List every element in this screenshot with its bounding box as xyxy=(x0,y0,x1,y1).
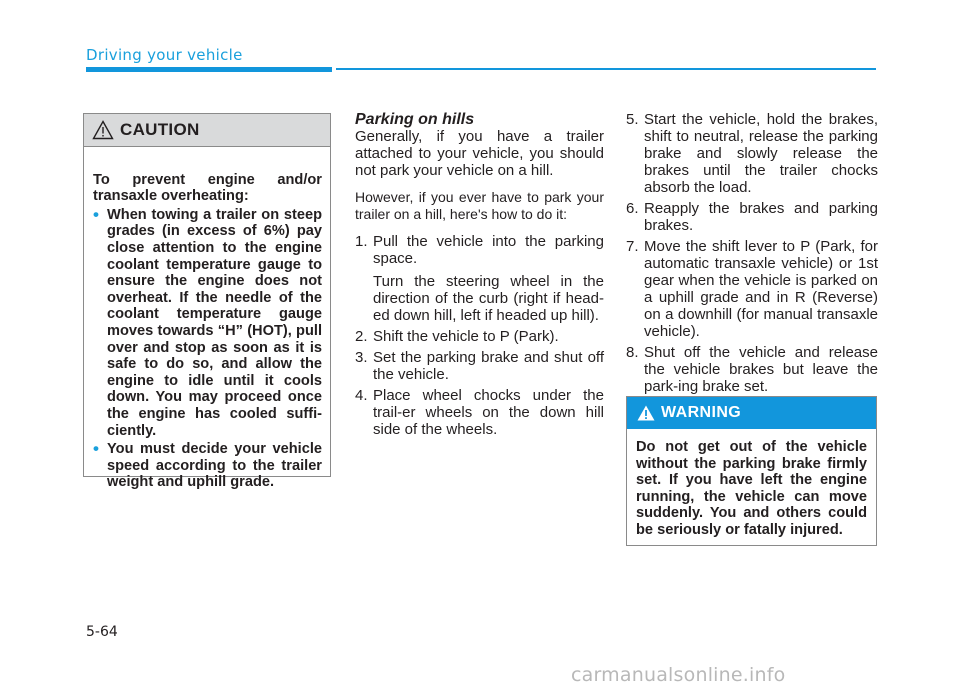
caution-body xyxy=(84,147,330,491)
step-text: Move the shift lever to P (Park, for automatic transaxle vehicle) or 1st gear when the vehicle is parked on a uphill grade and in R (Reverse) on a downhill (for manual transaxle vehicle). xyxy=(644,238,878,340)
caution-bullet xyxy=(93,441,322,491)
parking-step xyxy=(355,349,604,383)
caution-bullet-text: When towing a trailer on steep grades (in excess of 6%) pay close attention to the engine coolant temperature gauge to ensure the engine does not overheat. If the needle of the coolant temperature gauge moves towards “H” (HOT), pull over and stop as soon as it is safe to do so, and allow the engine to idle until it cools down. You may proceed once the engine has cooled suffi-ciently. xyxy=(107,206,322,439)
step-text: Pull the vehicle into the parking space. xyxy=(373,233,604,267)
warning-header xyxy=(627,397,876,429)
step-number: 7. xyxy=(626,238,639,255)
caution-header xyxy=(84,114,330,147)
warning-text: Do not get out of the vehicle without the parking brake firmly set. If you have left the engine running, the vehicle can move suddenly. You and others could be seriously or fatally injured. xyxy=(636,439,867,538)
step-number: 3. xyxy=(355,349,368,366)
caution-intro: To prevent engine and/or transaxle overheating: xyxy=(93,171,322,205)
step-text: Reapply the brakes and parking brakes. xyxy=(644,200,878,234)
step-number: 6. xyxy=(626,200,639,217)
watermark: carmanualsonline.info xyxy=(571,664,786,686)
parking-column-left xyxy=(355,111,604,442)
warning-triangle-filled-icon xyxy=(637,405,655,421)
parking-intro: Generally, if you have a trailer attached to your vehicle, you should not park your vehicle on a hill. xyxy=(355,128,604,179)
parking-heading: Parking on hills xyxy=(355,111,475,128)
section-header: Driving your vehicle xyxy=(86,46,243,64)
parking-step xyxy=(355,387,604,438)
parking-however: However, if you ever have to park your trailer on a hill, here's how to do it: xyxy=(355,189,604,222)
header-rule-thick xyxy=(86,67,332,72)
step-text: Place wheel chocks under the trail-er wheels on the down hill side of the wheels. xyxy=(373,387,604,438)
parking-step xyxy=(626,200,878,234)
caution-title: CAUTION xyxy=(120,120,200,139)
step-number: 5. xyxy=(626,111,639,128)
caution-bullet-text: You must decide your vehicle speed according to the trailer weight and uphill grade. xyxy=(107,441,322,491)
step-number: 4. xyxy=(355,387,368,404)
step-text: Shift the vehicle to P (Park). xyxy=(373,328,559,345)
step-number: 1. xyxy=(355,233,368,250)
step-number: 2. xyxy=(355,328,368,345)
caution-box xyxy=(83,113,331,491)
bullet-dot-icon: • xyxy=(93,439,99,459)
parking-step xyxy=(626,344,878,395)
parking-step xyxy=(626,111,878,196)
step-text: Start the vehicle, hold the brakes, shift to neutral, release the parking brake and slowly release the brakes until the trailer chocks absorb the load. xyxy=(644,111,878,196)
parking-step xyxy=(355,328,604,345)
parking-step xyxy=(355,233,604,324)
step-text: Set the parking brake and shut off the vehicle. xyxy=(373,349,604,383)
step-text: Shut off the vehicle and release the vehicle brakes but leave the park-ing brake set. xyxy=(644,344,878,395)
warning-title: WARNING xyxy=(661,404,742,421)
caution-bullet xyxy=(93,204,322,439)
page-number: 5-64 xyxy=(86,624,118,640)
step-number: 8. xyxy=(626,344,639,361)
header-rule-thin xyxy=(336,68,876,70)
warning-box xyxy=(626,396,877,546)
parking-column-right xyxy=(626,111,878,399)
warning-triangle-outline-icon xyxy=(92,120,114,140)
parking-step xyxy=(626,238,878,340)
step-subtext: Turn the steering wheel in the direction of the curb (right if head-ed down hill, left if headed up hill). xyxy=(373,273,604,324)
bullet-dot-icon: • xyxy=(93,204,99,224)
